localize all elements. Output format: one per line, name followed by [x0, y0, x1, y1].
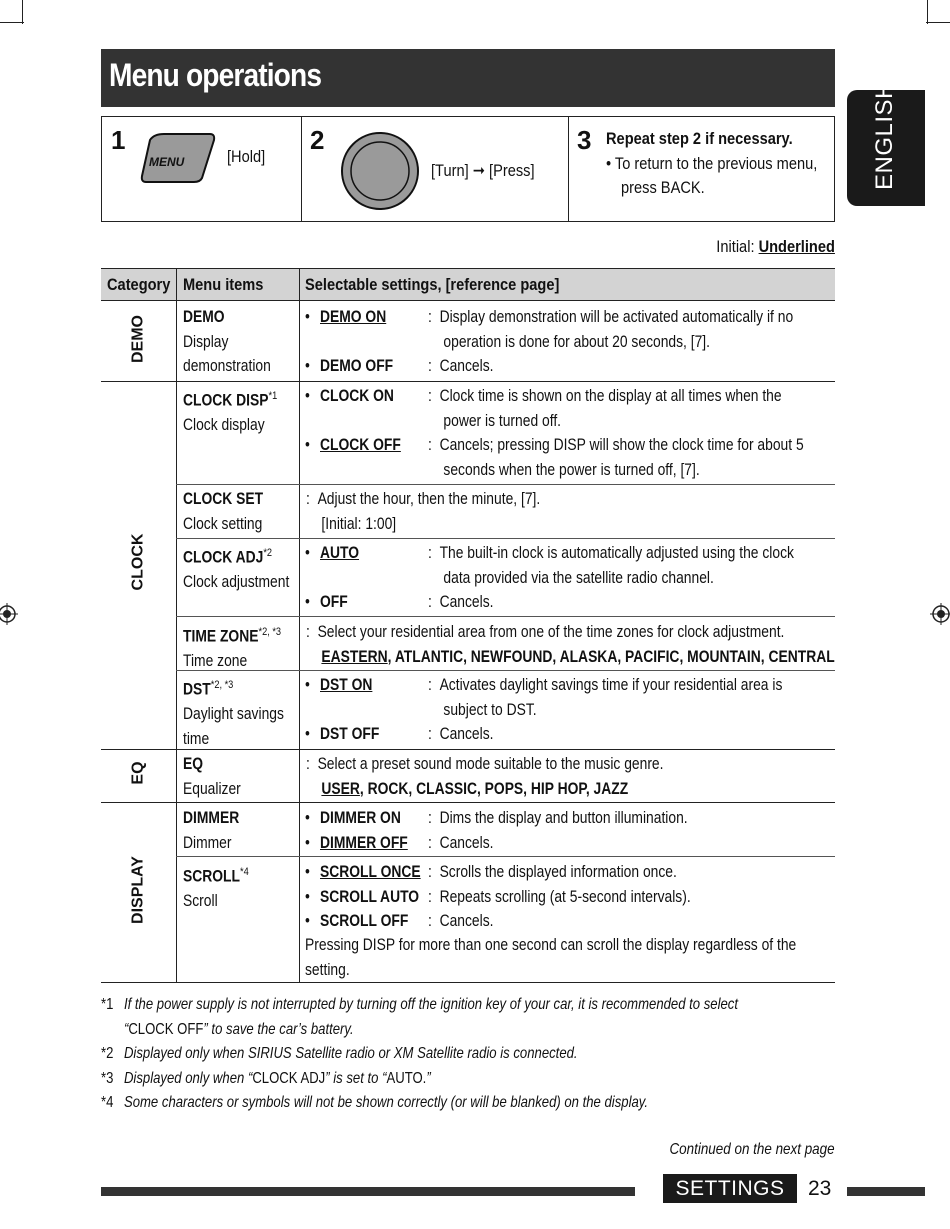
- step-3-bullet-cont: press BACK.: [621, 178, 705, 197]
- footnote-3: *3 Displayed only when “CLOCK ADJ” is set to “AUTO.”: [101, 1070, 431, 1087]
- footnote-4: *4 Some characters or symbols will not be shown correctly (or will be blanked) on the display.: [101, 1094, 649, 1111]
- dst-option-desc: : Activates daylight savings time if your residential area is subject to DST. : Cancels.: [428, 676, 783, 743]
- continued-note: Continued on the next page: [669, 1141, 835, 1158]
- language-tab: [847, 81, 925, 206]
- demo-options: • •: [305, 308, 310, 375]
- category-display: DISPLAY: [129, 856, 147, 924]
- step-2: [302, 117, 568, 221]
- step-3-bullet: • To return to the previous menu,: [606, 154, 818, 173]
- divider: [101, 802, 835, 803]
- menu-item-demo: DEMO Display demonstration: [183, 308, 271, 375]
- clock-disp-option-names: CLOCK ON CLOCK OFF: [320, 387, 401, 454]
- menu-item-time-zone: TIME $ZONE^{*2, *3}$ Time zone: [183, 626, 282, 670]
- crop-mark: [927, 0, 928, 24]
- step-3: [569, 117, 835, 221]
- crop-mark: [926, 22, 950, 23]
- divider: [176, 268, 177, 983]
- table-header: [101, 268, 835, 301]
- divider: [101, 381, 835, 382]
- divider: [176, 538, 835, 539]
- divider: [101, 982, 835, 983]
- eq-desc: : Select a preset sound mode suitable to the music genre. USER, ROCK, CLASSIC, POPS, HIP HOP, JAZZ: [306, 755, 664, 798]
- press-label: [Press]: [489, 161, 535, 180]
- scroll-option-desc: : Scrolls the displayed information once. : Repeats scrolling (at 5-second intervals). : Cancels.: [428, 863, 691, 930]
- dimmer-option-desc: : Dims the display and button illumination. : Cancels.: [428, 809, 688, 852]
- step-3-title: Repeat step 2 if necessary.: [606, 129, 793, 148]
- step-number: 1: [111, 125, 126, 155]
- divider: [176, 856, 835, 857]
- category-demo: DEMO: [129, 315, 147, 363]
- step-1-action: [Hold]: [227, 147, 266, 166]
- footnote-2: *2 Displayed only when SIRIUS Satellite radio or XM Satellite radio is connected.: [101, 1045, 578, 1062]
- footer-bar: [847, 1187, 925, 1196]
- crop-mark: [0, 22, 24, 23]
- menu-item-clock-set: CLOCK SET Clock setting: [183, 490, 264, 533]
- step-2-action: [431, 161, 535, 181]
- menu-item-clock-disp: CLOCK DISP$^{*1}$ Clock display: [183, 390, 278, 434]
- menu-button-label: MENU: [149, 155, 185, 169]
- menu-item-scroll: SCROLL$^{*4}$ Scroll: [183, 866, 249, 910]
- turn-label: [Turn]: [431, 161, 469, 180]
- divider: [176, 484, 835, 485]
- initial-underlined: Underlined: [758, 237, 835, 256]
- header-menu-items: Menu items: [183, 275, 264, 294]
- menu-item-dst: $DST^{*2, *3}$ Daylight savings time: [183, 679, 284, 748]
- menu-item-clock-adj: CLOCK ADJ$^{*2}$ Clock adjustment: [183, 547, 290, 591]
- header-category: Category: [107, 275, 171, 294]
- steps-box: [101, 116, 835, 222]
- header-settings: Selectable settings, [reference page]: [305, 275, 560, 294]
- dst-option-names: DST ON DST OFF: [320, 676, 380, 743]
- language-tab-label: ENGLISH: [871, 81, 898, 190]
- menu-item-dimmer: DIMMER Dimmer: [183, 809, 240, 852]
- page-number: 23: [808, 1177, 832, 1200]
- initial-note: Initial: Underlined: [716, 237, 835, 256]
- step-number: 3: [577, 125, 592, 155]
- menu-item-eq: EQ Equalizer: [183, 755, 241, 798]
- category-clock: CLOCK: [129, 533, 147, 591]
- scroll-note: Pressing DISP for more than one second can scroll the display regardless of the setting.: [305, 936, 797, 979]
- page-title: Menu operations: [109, 57, 322, 93]
- scroll-option-names: SCROLL ONCE SCROLL AUTO SCROLL OFF: [320, 863, 421, 930]
- arrow-icon: ➞: [472, 161, 485, 180]
- footnote-1: *1 If the power supply is not interrupted by turning off the ignition key of your car, it is recommended to select “CLOCK OFF” to save the car’s battery.: [101, 996, 739, 1038]
- time-zone-desc: : Select your residential area from one of the time zones for clock adjustment. EASTERN, ATLANTIC, NEWFOUND, ALASKA, PACIFIC, MOUNTAIN, CENTRAL: [306, 623, 835, 666]
- section-label: SETTINGS: [663, 1174, 797, 1203]
- dst-bullets: • •: [305, 676, 310, 743]
- divider: [299, 268, 300, 983]
- control-dial-icon: [340, 131, 420, 211]
- clock-disp-bullets: • •: [305, 387, 310, 454]
- divider: [176, 616, 835, 617]
- dimmer-option-names: DIMMER ON DIMMER OFF: [320, 809, 408, 852]
- crop-mark: [22, 0, 23, 24]
- clock-set-desc: : Adjust the hour, then the minute, [7]. [Initial: 1:00]: [306, 490, 541, 533]
- category-eq: EQ: [129, 761, 147, 785]
- scroll-bullets: • • •: [305, 863, 310, 930]
- dimmer-bullets: • •: [305, 809, 310, 852]
- footer-bar: [101, 1187, 635, 1196]
- clock-adj-option-desc: : The built-in clock is automatically adjusted using the clock data provided via the satellite radio channel. : Cancels.: [428, 544, 794, 611]
- step-number: 2: [310, 125, 325, 155]
- registration-mark-icon: [930, 603, 950, 625]
- demo-option-names: DEMO ON DEMO OFF: [320, 308, 394, 375]
- demo-option-desc: : Display demonstration will be activated automatically if no operation is done for about 20 seconds, [7]. : Cancels.: [428, 308, 794, 375]
- registration-mark-icon: [0, 603, 18, 625]
- step-1: [102, 117, 301, 221]
- clock-adj-bullets: • •: [305, 544, 310, 611]
- clock-disp-option-desc: : Clock time is shown on the display at all times when the power is turned off. : Cancels; pressing DISP will show the clock time for about 5 seconds when the power is turned off, [7].: [428, 387, 804, 479]
- clock-adj-option-names: AUTO OFF: [320, 544, 360, 611]
- menu-button-icon: [140, 132, 216, 184]
- title-bar: [101, 49, 835, 107]
